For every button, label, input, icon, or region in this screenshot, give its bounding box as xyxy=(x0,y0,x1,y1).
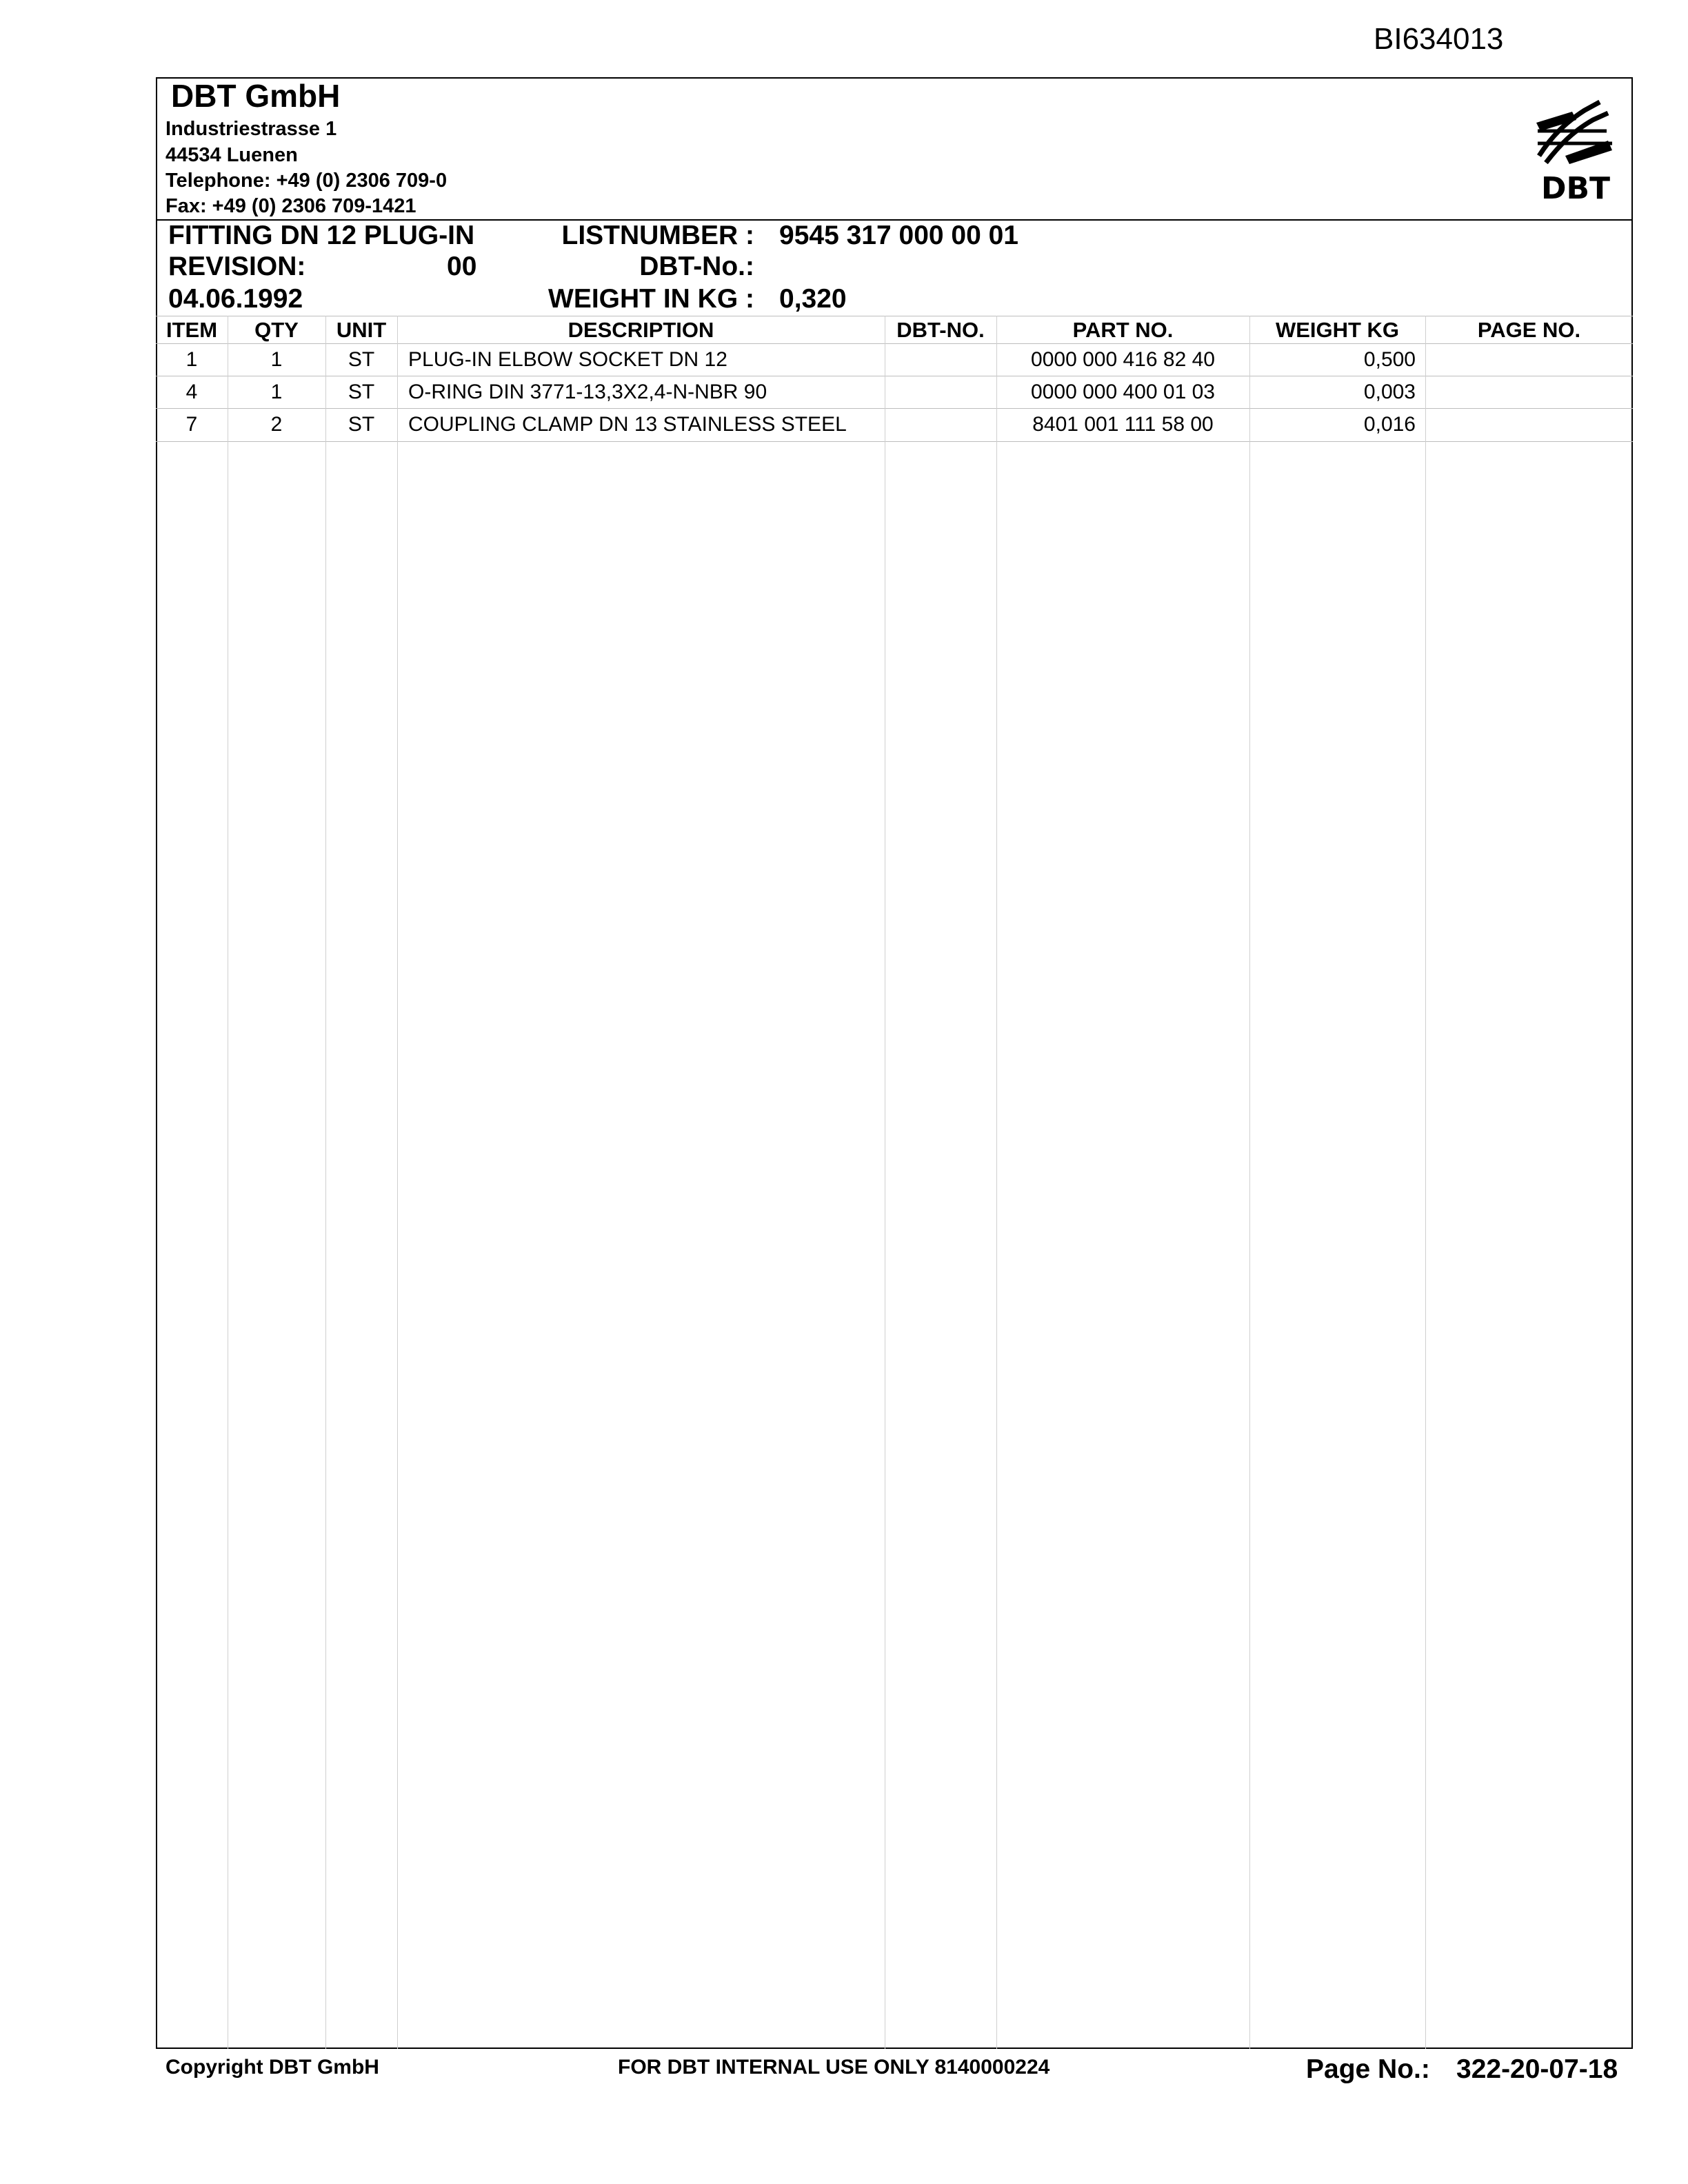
cell-description: O-RING DIN 3771-13,3X2,4-N-NBR 90 xyxy=(408,381,767,403)
cell-dbt-no xyxy=(885,409,996,441)
assembly-name: FITTING DN 12 PLUG-IN xyxy=(168,221,475,250)
cell-item: 7 xyxy=(185,413,198,436)
column-divider xyxy=(325,316,326,2049)
document-id: BI634013 xyxy=(1374,22,1504,56)
cell-part-no: 8401 001 111 58 00 xyxy=(1032,413,1214,436)
list-date: 04.06.1992 xyxy=(168,284,303,314)
column-divider xyxy=(397,316,398,2049)
company-fax: Fax: +49 (0) 2306 709-1421 xyxy=(165,195,416,217)
column-divider xyxy=(1249,316,1250,2049)
cell-unit: ST xyxy=(348,348,375,371)
cell-qty: 2 xyxy=(270,413,283,436)
company-city: 44534 Luenen xyxy=(165,144,298,166)
revision-value: 00 xyxy=(447,252,477,281)
page-number-value: 322-20-07-18 xyxy=(1456,2054,1618,2084)
col-header-weight: WEIGHT KG xyxy=(1275,318,1400,342)
weight-label: WEIGHT IN KG : xyxy=(548,284,754,314)
col-header-part-no: PART NO. xyxy=(1072,318,1174,342)
row-divider xyxy=(156,441,1633,442)
internal-use-note: FOR DBT INTERNAL USE ONLY 8140000224 xyxy=(618,2056,1050,2079)
cell-unit: ST xyxy=(348,413,375,436)
cell-dbt-no xyxy=(885,344,996,376)
cell-qty: 1 xyxy=(270,381,283,403)
cell-description: PLUG-IN ELBOW SOCKET DN 12 xyxy=(408,348,727,371)
weight-value: 0,320 xyxy=(779,284,847,314)
cell-dbt-no xyxy=(885,376,996,408)
page-number-label: Page No.: xyxy=(1306,2054,1430,2084)
cell-page-no xyxy=(1425,409,1633,441)
revision-label: REVISION: xyxy=(168,252,306,281)
company-telephone: Telephone: +49 (0) 2306 709-0 xyxy=(165,170,448,192)
company-name: DBT GmbH xyxy=(171,78,341,114)
dbtno-label: DBT-No.: xyxy=(639,252,754,281)
col-header-page-no: PAGE NO. xyxy=(1477,318,1581,342)
col-header-unit: UNIT xyxy=(336,318,387,342)
company-street: Industriestrasse 1 xyxy=(165,118,337,140)
cell-part-no: 0000 000 400 01 03 xyxy=(1031,381,1215,403)
col-header-description: DESCRIPTION xyxy=(567,318,714,342)
copyright: Copyright DBT GmbH xyxy=(165,2056,379,2079)
cell-qty: 1 xyxy=(270,348,283,371)
listnumber-label: LISTNUMBER : xyxy=(561,221,754,250)
logo-text: DBT xyxy=(1540,171,1611,205)
cell-item: 4 xyxy=(185,381,198,403)
cell-unit: ST xyxy=(348,381,375,403)
dbt-logo-icon xyxy=(1531,95,1620,205)
cell-item: 1 xyxy=(185,348,198,371)
cell-weight: 0,016 xyxy=(1363,413,1416,436)
cell-part-no: 0000 000 416 82 40 xyxy=(1031,348,1215,371)
col-header-qty: QTY xyxy=(254,318,299,342)
col-header-item: ITEM xyxy=(165,318,218,342)
dbt-logo xyxy=(1531,95,1620,205)
column-divider xyxy=(1425,316,1426,2049)
listnumber-value: 9545 317 000 00 01 xyxy=(779,221,1019,250)
column-divider xyxy=(996,316,997,2049)
cell-weight: 0,003 xyxy=(1363,381,1416,403)
cell-description: COUPLING CLAMP DN 13 STAINLESS STEEL xyxy=(408,413,847,436)
cell-page-no xyxy=(1425,344,1633,376)
col-header-dbt-no: DBT-NO. xyxy=(896,318,985,342)
cell-page-no xyxy=(1425,376,1633,408)
cell-weight: 0,500 xyxy=(1363,348,1416,371)
